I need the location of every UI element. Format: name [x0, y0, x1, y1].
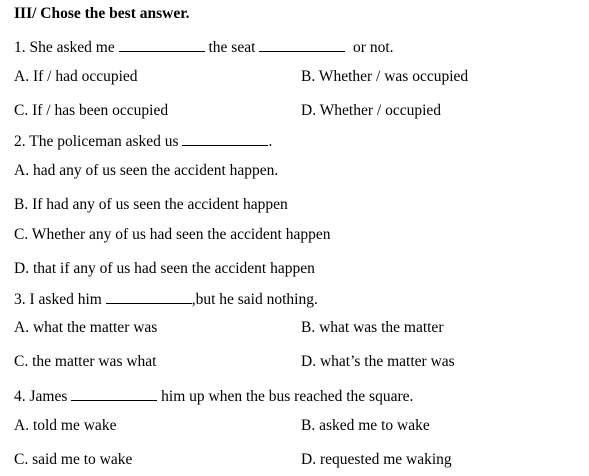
option-c[interactable]: C. said me to wake [14, 451, 133, 468]
option-d[interactable]: D. what’s the matter was [301, 353, 455, 370]
answer-blank[interactable] [71, 386, 157, 401]
option-a[interactable]: A. If / had occupied [14, 68, 138, 85]
option-d[interactable]: D. Whether / occupied [301, 102, 442, 119]
option-b[interactable]: B. If had any of us seen the accident happen [14, 196, 288, 213]
option-a[interactable]: A. told me wake [14, 417, 117, 434]
option-d[interactable]: D. requested me waking [301, 451, 452, 468]
option-b[interactable]: B. what was the matter [301, 319, 444, 336]
answer-blank[interactable] [106, 289, 192, 304]
question-1-stem: 1. She asked me the seat or not. [14, 39, 394, 56]
option-c[interactable]: C. If / has been occupied [14, 102, 169, 119]
option-b[interactable]: B. Whether / was occupied [301, 68, 469, 85]
question-4-stem: 4. James him up when the bus reached the square. [14, 388, 414, 405]
question-3-stem: 3. I asked him ,but he said nothing. [14, 291, 318, 308]
option-d[interactable]: D. that if any of us had seen the accident happen [14, 260, 315, 277]
option-b[interactable]: B. asked me to wake [301, 417, 430, 434]
answer-blank[interactable] [119, 37, 205, 52]
answer-blank[interactable] [259, 37, 345, 52]
question-2-stem: 2. The policeman asked us . [14, 133, 273, 150]
answer-blank[interactable] [182, 131, 268, 146]
option-c[interactable]: C. the matter was what [14, 353, 157, 370]
option-a[interactable]: A. had any of us seen the accident happen. [14, 162, 279, 179]
section-title: III/ Chose the best answer. [14, 5, 190, 22]
option-c[interactable]: C. Whether any of us had seen the accident happen [14, 226, 331, 243]
option-a[interactable]: A. what the matter was [14, 319, 158, 336]
